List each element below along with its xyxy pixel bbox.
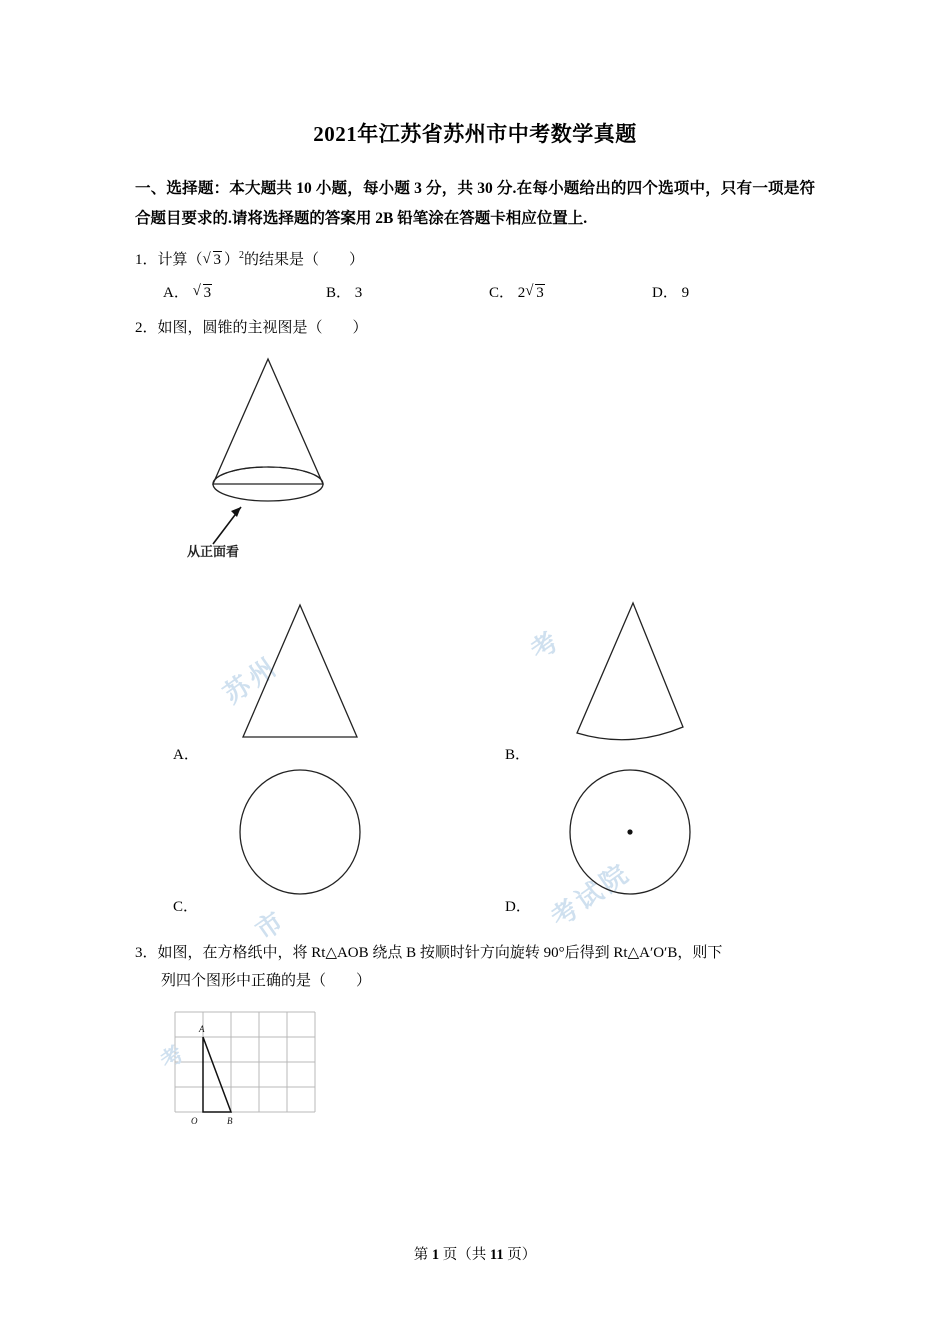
question-2 — [135, 314, 815, 343]
watermark-shi: 市 — [250, 904, 292, 946]
choice-c[interactable] — [489, 281, 652, 302]
question-1-text-before: 计算（ — [157, 252, 203, 269]
question-1-exponent: 2 — [239, 250, 245, 262]
question-3 — [135, 939, 815, 996]
choice-c-letter: C． — [489, 284, 515, 301]
watermark-suzhou: 苏州 — [218, 651, 285, 710]
choice-b[interactable] — [326, 281, 489, 302]
question-3-line1: 如图，在方格纸中，将 Rt△AOB 绕点 B 按顺时针方向旋转 90°后得到 Rt△A′O′B，则下 — [157, 944, 723, 961]
question-1-choices — [135, 281, 815, 302]
question-1 — [135, 246, 815, 275]
footer-page-number: 1 — [431, 1247, 440, 1263]
choice-c-coef: 2 — [517, 284, 526, 301]
watermark-kao-grid: 考 — [155, 1038, 192, 1075]
choice-b-letter: B． — [326, 284, 352, 301]
option-a-figure[interactable] — [225, 597, 375, 747]
question-2-options — [165, 597, 845, 927]
question-2-text: 如图，圆锥的主视图是（ ） — [157, 320, 368, 337]
page-title: 2021年江苏省苏州市中考数学真题 — [313, 122, 637, 146]
question-3-line2: 列四个图形中正确的是（ ） — [161, 973, 372, 990]
option-b-figure[interactable] — [555, 597, 705, 747]
page-footer — [0, 1243, 950, 1264]
choice-d-value: 9 — [681, 284, 690, 301]
question-1-text-after: 的结果是（ ） — [244, 252, 365, 269]
question-1-number: 1． — [135, 252, 158, 269]
option-c-letter: C． — [173, 898, 199, 915]
svg-text:A: A — [199, 1023, 205, 1034]
footer-middle: 页（共 — [442, 1247, 487, 1263]
section-heading: 一、选择题：本大题共 10 小题，每小题 3 分，共 30 分.在每小题给出的四个选项中，只有一项是符合题目要求的.请将选择题的答案用 2B 铅笔涂在答题卡相应位置上. — [135, 180, 815, 228]
option-a-letter: A． — [173, 746, 199, 763]
svg-text:O: O — [191, 1115, 198, 1126]
choice-c-sqrt: √ 3 — [525, 284, 547, 302]
watermark-kaoshiyuan: 考试院 — [545, 857, 637, 933]
question-3-number: 3． — [135, 944, 158, 961]
footer-suffix: 页） — [507, 1247, 537, 1263]
choice-a-letter: A． — [163, 284, 189, 301]
choice-b-value: 3 — [354, 284, 363, 301]
footer-prefix: 第 — [413, 1247, 429, 1263]
question-2-number: 2． — [135, 320, 158, 337]
option-d-letter: D． — [505, 898, 531, 915]
figure-front-view-label: 从正面看 — [187, 543, 240, 559]
choice-a[interactable] — [163, 281, 326, 302]
figure-cone-main — [173, 349, 373, 589]
svg-text:B: B — [227, 1115, 233, 1126]
watermark-kao: 考 — [525, 624, 567, 666]
option-c-figure[interactable] — [225, 762, 375, 912]
figure-grid-rotation — [165, 1004, 815, 1139]
choice-a-sqrt: √ 3 — [193, 284, 215, 302]
choice-d[interactable] — [652, 281, 815, 302]
footer-total-pages: 11 — [489, 1247, 504, 1263]
question-1-sqrt: √ 3 — [203, 246, 225, 275]
option-b-letter: B． — [505, 746, 531, 763]
option-d-figure[interactable] — [555, 762, 705, 912]
choice-d-letter: D． — [652, 284, 678, 301]
question-1-paren-close: ） — [224, 252, 240, 269]
